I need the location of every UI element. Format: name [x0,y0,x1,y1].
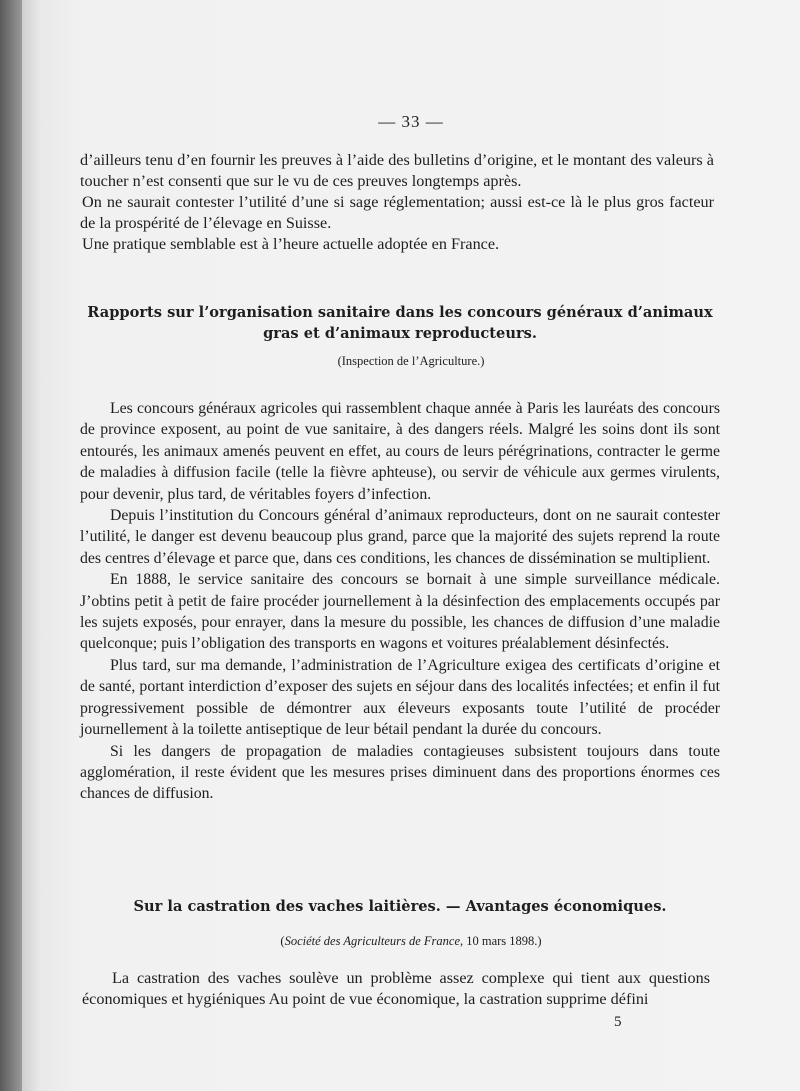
section-source-sanitary: (Inspection de l’Agriculture.) [337,354,485,368]
source-date: , 10 mars 1898.) [460,934,542,948]
page-number: — 33 — [378,112,444,131]
body-paragraph: Les concours généraux agricoles qui rassemblent chaque année à Paris les lauréats des concours de province exposent, au point de vue sanitaire, à des dangers réels. Malgré les soins dont ils sont entourés, les animaux amenés peuvent en effet, au cours de leurs pérégrinations, contracter le germe de maladies à diffusion facile (telle la fièvre aphteuse), ou servir de véhicule aux germes virulents, pour devenir, plus tard, de véritables foyers d’infection. [80,400,720,503]
section-heading-sanitary: Rapports sur l’organisation sanitaire dans les concours généraux d’animaux gras et d’animaux reproducteurs. [87,304,713,342]
section-body-sanitary [80,398,720,805]
intro-paragraph: On ne saurait contester l’utilité d’une si sage réglementation; aussi est-ce là le plus gros facteur de la prospérité de l’élevage en Suisse. [80,193,714,232]
source-open: ( [280,934,285,948]
body-paragraph: Depuis l’institution du Concours général d’animaux reproducteurs, dont on ne saurait contester l’utilité, le danger est devenu beaucoup plus grand, parce que la majorité des sujets reprend la route des centres d’élevage et parce que, dans ces conditions, les chances de dissémination se multiplient. [80,507,720,567]
intro-paragraph: Une pratique semblable est à l’heure actuelle adoptée en France. [82,235,500,253]
body-paragraph: Si les dangers de propagation de maladies contagieuses subsistent toujours dans toute agglomération, il reste évident que les mesures prises diminuent dans des proportions énormes ces chances de diffusion. [80,742,720,803]
intro-paragraph: d’ailleurs tenu d’en fournir les preuves à l’aide des bulletins d’origine, et le montant des valeurs à toucher n’est consenti que sur le vu de ces preuves longtemps après. [80,151,714,190]
signature-mark: 5 [614,1014,622,1030]
section-heading-castration: Sur la castration des vaches laitières. — Avantages économiques. [133,898,667,915]
section-body-castration [82,968,710,1010]
source-society: Société des Agriculteurs de France [284,934,460,948]
body-paragraph: En 1888, le service sanitaire des concours se bornait à une simple surveillance médicale. J’obtins petit à petit de faire procéder journellement à la désinfection des emplacements occupés par les sujets exposés, pour enrayer, dans la mesure du possible, les chances de diffusion d’une maladie quelconque; puis l’obligation des transports en wagons et voitures préalablement désinfectés. [80,571,720,653]
body-paragraph: La castration des vaches soulève un problème assez complexe qui tient aux questions économiques et hygiéniques Au point de vue économique, la castration supprime défini [82,969,710,1008]
intro-text [80,150,714,255]
section-source-castration [22,934,800,949]
document-page [22,0,800,1091]
body-paragraph: Plus tard, sur ma demande, l’administration de l’Agriculture exigea des certificats d’origine et de santé, portant interdiction d’exposer des sujets en séjour dans des localités infectées; et enfin il fut progressivement possible de démontrer aux éleveurs exposants toute l’utilité de procéder journellement à la toilette antiseptique de leur bétail pendant la durée du concours. [80,656,720,739]
scan-binding-shadow [0,0,22,1091]
